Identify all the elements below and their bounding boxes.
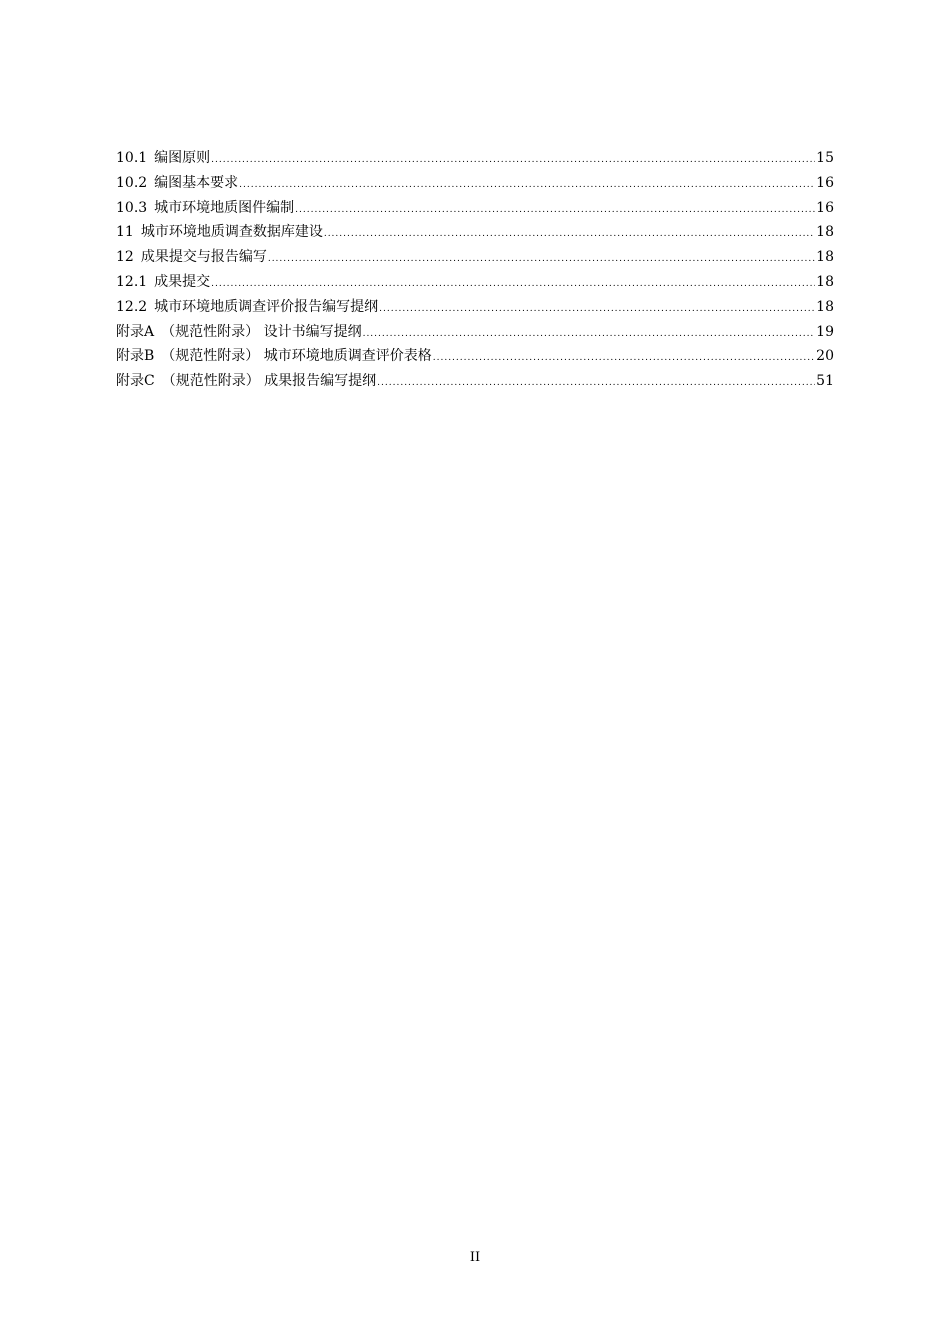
toc-entry-number: 12.2 bbox=[116, 298, 148, 315]
toc-entry-number: 附录A bbox=[116, 323, 155, 340]
toc-dot-leader bbox=[268, 247, 815, 272]
toc-dot-leader bbox=[433, 346, 815, 371]
table-of-contents bbox=[116, 146, 834, 394]
toc-entry-title: （规范性附录） 城市环境地质调查评价表格 bbox=[161, 348, 432, 365]
toc-entry[interactable] bbox=[116, 220, 834, 245]
toc-entry-number: 12 bbox=[116, 249, 134, 266]
toc-entry-number: 12.1 bbox=[116, 273, 148, 290]
toc-entry[interactable] bbox=[116, 344, 834, 369]
toc-dot-leader bbox=[295, 198, 815, 223]
toc-entry-title: （规范性附录） 设计书编写提纲 bbox=[161, 323, 362, 340]
toc-entry-page: 16 bbox=[816, 174, 834, 191]
toc-entry[interactable] bbox=[116, 245, 834, 270]
toc-entry[interactable] bbox=[116, 146, 834, 171]
toc-entry-number: 附录C bbox=[116, 373, 155, 390]
toc-entry-number: 10.2 bbox=[116, 174, 148, 191]
toc-entry-page: 18 bbox=[816, 224, 834, 241]
toc-entry-title: 城市环境地质调查数据库建设 bbox=[140, 224, 323, 241]
toc-entry[interactable] bbox=[116, 270, 834, 295]
toc-dot-leader bbox=[363, 322, 816, 347]
toc-entry-title: 编图基本要求 bbox=[154, 174, 239, 191]
toc-entry-page: 15 bbox=[816, 150, 834, 166]
toc-entry-number: 附录B bbox=[116, 348, 155, 365]
toc-entry[interactable] bbox=[116, 320, 834, 345]
toc-entry-number: 10.1 bbox=[116, 150, 148, 166]
toc-entry-number: 10.3 bbox=[116, 199, 148, 216]
toc-entry-title: （规范性附录） 成果报告编写提纲 bbox=[161, 373, 377, 390]
toc-entry-title: 编图原则 bbox=[154, 150, 211, 166]
toc-entry[interactable] bbox=[116, 295, 834, 320]
toc-entry-number: 11 bbox=[116, 224, 134, 241]
toc-entry[interactable] bbox=[116, 369, 834, 394]
toc-dot-leader bbox=[377, 371, 815, 396]
toc-dot-leader bbox=[379, 297, 815, 322]
toc-dot-leader bbox=[239, 173, 815, 198]
toc-dot-leader bbox=[324, 222, 815, 247]
toc-entry-title: 成果提交 bbox=[154, 273, 211, 290]
page-number: II bbox=[469, 1250, 481, 1265]
toc-entry[interactable] bbox=[116, 196, 834, 221]
toc-entry-page: 16 bbox=[816, 199, 834, 216]
toc-dot-leader bbox=[211, 148, 815, 173]
toc-entry-title: 城市环境地质调查评价报告编写提纲 bbox=[154, 298, 379, 315]
toc-entry-page: 19 bbox=[816, 323, 834, 340]
toc-entry-page: 51 bbox=[816, 373, 834, 390]
toc-entry-title: 成果提交与报告编写 bbox=[140, 249, 267, 266]
toc-dot-leader bbox=[211, 272, 815, 297]
toc-entry-page: 20 bbox=[816, 348, 834, 365]
toc-entry[interactable] bbox=[116, 171, 834, 196]
toc-entry-page: 18 bbox=[816, 298, 834, 315]
toc-entry-title: 城市环境地质图件编制 bbox=[154, 199, 295, 216]
toc-entry-page: 18 bbox=[816, 273, 834, 290]
toc-entry-page: 18 bbox=[816, 249, 834, 266]
